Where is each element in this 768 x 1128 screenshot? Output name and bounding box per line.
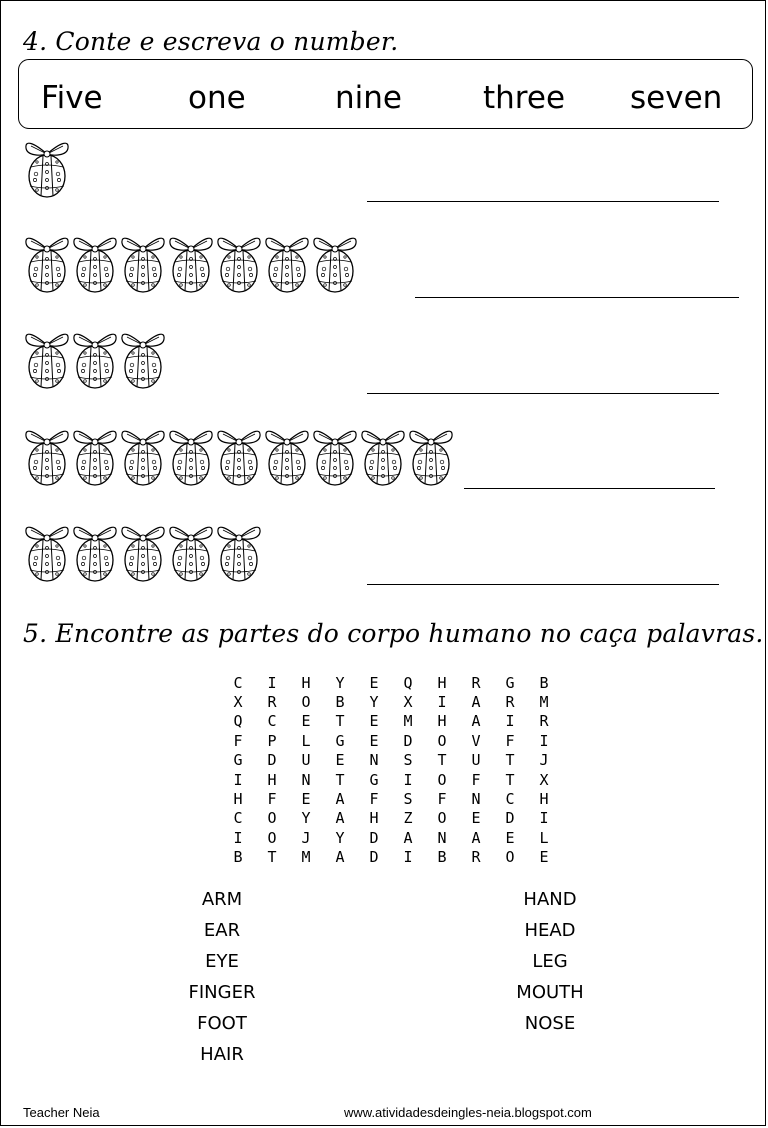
easter-egg-icon [23, 518, 71, 582]
grid-letter[interactable]: S [403, 790, 413, 809]
easter-egg-icon [71, 422, 119, 486]
grid-letter[interactable]: I [233, 828, 243, 847]
word-list-item: EAR [203, 920, 241, 941]
grid-letter[interactable]: O [267, 828, 277, 847]
grid-letter[interactable]: P [267, 731, 277, 750]
grid-letter[interactable]: D [267, 751, 277, 770]
grid-letter[interactable]: Q [233, 712, 243, 731]
grid-letter[interactable]: H [301, 673, 311, 692]
easter-egg-icon [119, 325, 167, 389]
grid-letter[interactable]: G [369, 770, 379, 789]
grid-letter[interactable]: F [233, 731, 243, 750]
grid-row [221, 731, 561, 750]
grid-letter[interactable]: I [403, 770, 413, 789]
grid-letter[interactable]: O [267, 809, 277, 828]
grid-letter[interactable]: A [471, 712, 481, 731]
grid-letter[interactable]: T [335, 712, 345, 731]
grid-letter[interactable]: E [369, 712, 379, 731]
answer-line[interactable] [415, 297, 739, 298]
grid-letter[interactable]: N [301, 770, 311, 789]
easter-egg-icon [263, 422, 311, 486]
grid-letter[interactable]: E [369, 731, 379, 750]
easter-egg-icon [23, 134, 71, 198]
grid-letter[interactable]: U [301, 751, 311, 770]
easter-egg-icon [119, 518, 167, 582]
word-list-left [162, 889, 282, 1075]
grid-letter[interactable]: G [505, 673, 515, 692]
grid-letter[interactable]: T [505, 770, 515, 789]
easter-egg-icon [407, 422, 455, 486]
grid-letter[interactable]: C [267, 712, 277, 731]
grid-letter[interactable]: O [437, 770, 447, 789]
grid-letter[interactable]: H [267, 770, 277, 789]
number-word: one [188, 80, 246, 116]
easter-egg-icon [23, 422, 71, 486]
word-list-item: NOSE [524, 1013, 576, 1034]
easter-egg-icon [71, 518, 119, 582]
grid-letter[interactable]: Y [301, 809, 311, 828]
grid-letter[interactable]: B [335, 693, 345, 712]
grid-letter[interactable]: M [403, 712, 413, 731]
grid-letter[interactable]: A [335, 848, 345, 867]
answer-line[interactable] [367, 584, 719, 585]
grid-letter[interactable]: A [335, 790, 345, 809]
easter-egg-icon [215, 422, 263, 486]
easter-egg-icon [71, 325, 119, 389]
grid-letter[interactable]: R [505, 693, 515, 712]
egg-row [23, 422, 455, 486]
grid-letter[interactable]: I [539, 809, 549, 828]
easter-egg-icon [167, 229, 215, 293]
grid-letter[interactable]: E [301, 712, 311, 731]
grid-letter[interactable]: V [471, 731, 481, 750]
word-list-item: FINGER [188, 982, 256, 1003]
grid-row [221, 712, 561, 731]
number-word: three [483, 80, 566, 116]
grid-row [221, 770, 561, 789]
word-list-item: ARM [201, 889, 243, 910]
grid-letter[interactable]: F [505, 731, 515, 750]
word-list-item: HAIR [200, 1044, 244, 1065]
grid-letter[interactable]: E [301, 790, 311, 809]
grid-letter[interactable]: G [335, 731, 345, 750]
grid-letter[interactable]: J [301, 828, 311, 847]
easter-egg-icon [263, 229, 311, 293]
easter-egg-icon [311, 422, 359, 486]
number-word-box [18, 59, 753, 129]
grid-letter[interactable]: X [233, 693, 243, 712]
easter-egg-icon [71, 229, 119, 293]
number-word: nine [335, 80, 402, 116]
grid-letter[interactable]: M [301, 848, 311, 867]
grid-letter[interactable]: Z [403, 809, 413, 828]
grid-letter[interactable]: E [539, 848, 549, 867]
grid-letter[interactable]: T [335, 770, 345, 789]
easter-egg-icon [23, 325, 71, 389]
grid-letter[interactable]: I [233, 770, 243, 789]
grid-letter[interactable]: R [471, 848, 481, 867]
easter-egg-icon [167, 422, 215, 486]
easter-egg-icon [311, 229, 359, 293]
grid-letter[interactable]: J [539, 751, 549, 770]
grid-letter[interactable]: A [335, 809, 345, 828]
grid-letter[interactable]: Q [403, 673, 413, 692]
grid-letter[interactable]: C [505, 790, 515, 809]
grid-letter[interactable]: N [471, 790, 481, 809]
easter-egg-icon [119, 422, 167, 486]
egg-row [23, 229, 359, 293]
grid-row [221, 692, 561, 711]
grid-letter[interactable]: M [539, 693, 549, 712]
grid-letter[interactable]: H [437, 712, 447, 731]
grid-letter[interactable]: T [267, 848, 277, 867]
grid-letter[interactable]: X [539, 770, 549, 789]
grid-letter[interactable]: F [369, 790, 379, 809]
grid-letter[interactable]: A [403, 828, 413, 847]
grid-row [221, 848, 561, 867]
easter-egg-icon [215, 518, 263, 582]
answer-line[interactable] [367, 393, 719, 394]
grid-letter[interactable]: E [471, 809, 481, 828]
grid-row [221, 789, 561, 808]
grid-letter[interactable]: B [437, 848, 447, 867]
grid-letter[interactable]: F [471, 770, 481, 789]
grid-letter[interactable]: H [437, 673, 447, 692]
grid-letter[interactable]: H [369, 809, 379, 828]
easter-egg-icon [23, 229, 71, 293]
easter-egg-icon [167, 518, 215, 582]
grid-letter[interactable]: I [267, 673, 277, 692]
grid-letter[interactable]: R [539, 712, 549, 731]
grid-letter[interactable]: I [539, 731, 549, 750]
grid-row [221, 828, 561, 847]
grid-letter[interactable]: D [505, 809, 515, 828]
grid-letter[interactable]: L [301, 731, 311, 750]
grid-letter[interactable]: S [403, 751, 413, 770]
grid-letter[interactable]: H [539, 790, 549, 809]
grid-letter[interactable]: N [369, 751, 379, 770]
grid-letter[interactable]: O [437, 731, 447, 750]
egg-row [23, 134, 71, 198]
grid-letter[interactable]: A [471, 828, 481, 847]
grid-letter[interactable]: L [539, 828, 549, 847]
grid-letter[interactable]: E [505, 828, 515, 847]
grid-letter[interactable]: Y [369, 693, 379, 712]
grid-letter[interactable]: G [233, 751, 243, 770]
footer-author: Teacher Neia [23, 1105, 100, 1120]
egg-row [23, 518, 263, 582]
easter-egg-icon [215, 229, 263, 293]
section-5-title: 5. Encontre as partes do corpo humano no caça palavras. [23, 619, 764, 648]
grid-letter[interactable]: E [335, 751, 345, 770]
easter-egg-icon [119, 229, 167, 293]
grid-letter[interactable]: T [505, 751, 515, 770]
grid-letter[interactable]: I [437, 693, 447, 712]
word-search-grid[interactable] [221, 673, 561, 867]
grid-letter[interactable]: E [369, 673, 379, 692]
grid-row [221, 809, 561, 828]
egg-row [23, 325, 167, 389]
section-4-title: 4. Conte e escreva o number. [23, 27, 399, 56]
grid-letter[interactable]: D [369, 848, 379, 867]
grid-row [221, 751, 561, 770]
grid-letter[interactable]: X [403, 693, 413, 712]
word-list-right [490, 889, 610, 1044]
grid-letter[interactable]: Y [335, 673, 345, 692]
grid-letter[interactable]: R [471, 673, 481, 692]
grid-letter[interactable]: N [437, 828, 447, 847]
grid-letter[interactable]: D [369, 828, 379, 847]
grid-letter[interactable]: T [437, 751, 447, 770]
word-list-item: HEAD [524, 920, 576, 941]
word-list-item: HAND [523, 889, 577, 910]
grid-letter[interactable]: U [471, 751, 481, 770]
grid-letter[interactable]: C [233, 809, 243, 828]
grid-letter[interactable]: H [233, 790, 243, 809]
grid-letter[interactable]: F [267, 790, 277, 809]
grid-letter[interactable]: C [233, 673, 243, 692]
answer-line[interactable] [367, 201, 719, 202]
word-list-item: EYE [205, 951, 239, 972]
grid-letter[interactable]: D [403, 731, 413, 750]
grid-letter[interactable]: O [505, 848, 515, 867]
easter-egg-icon [359, 422, 407, 486]
footer-website: www.atividadesdeingles-neia.blogspot.com [344, 1105, 592, 1120]
grid-letter[interactable]: Y [335, 828, 345, 847]
grid-letter[interactable]: O [301, 693, 311, 712]
number-word: seven [630, 80, 723, 116]
grid-letter[interactable]: B [539, 673, 549, 692]
number-word: Five [41, 80, 103, 116]
grid-letter[interactable]: A [471, 693, 481, 712]
grid-letter[interactable]: B [233, 848, 243, 867]
grid-letter[interactable]: I [505, 712, 515, 731]
answer-line[interactable] [464, 488, 715, 489]
grid-row [221, 673, 561, 692]
grid-letter[interactable]: O [437, 809, 447, 828]
grid-letter[interactable]: I [403, 848, 413, 867]
grid-letter[interactable]: R [267, 693, 277, 712]
word-list-item: MOUTH [516, 982, 584, 1003]
word-list-item: FOOT [197, 1013, 247, 1034]
word-list-item: LEG [532, 951, 568, 972]
grid-letter[interactable]: F [437, 790, 447, 809]
